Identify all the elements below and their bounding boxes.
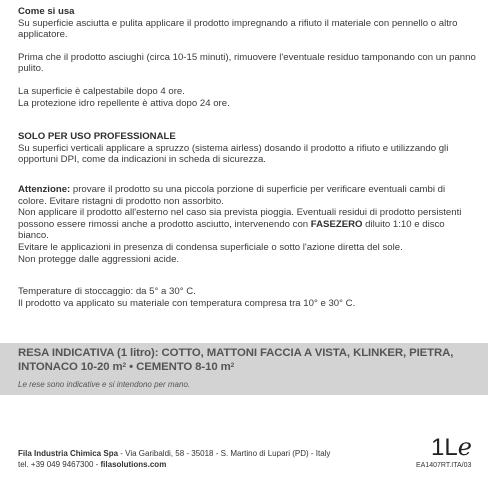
company-name: Fila Industria Chimica Spa xyxy=(18,449,119,458)
usage-paragraph-2: Prima che il prodotto asciughi (circa 10-15 minuti), rimuovere l'eventuale residuo tamponando con un panno pulito. xyxy=(18,51,476,75)
usage-heading: Come si usa xyxy=(18,6,75,17)
professional-section xyxy=(18,131,476,166)
manufacturer-address-line xyxy=(18,448,330,459)
yield-unit-sup-1: 2 xyxy=(122,362,127,369)
warning-label: Attenzione: xyxy=(18,184,71,195)
professional-heading: SOLO PER USO PROFESSIONALE xyxy=(18,131,176,142)
company-website: filasolutions.com xyxy=(100,460,167,469)
storage-section xyxy=(18,286,476,309)
yield-text xyxy=(18,346,476,374)
yield-cement: • CEMENTO 8-10 m xyxy=(126,361,231,373)
warning-section xyxy=(18,184,476,265)
storage-line-2: Il prodotto va applicato su materiale con temperatura compresa tra 10° e 30° C. xyxy=(18,297,356,309)
warning-line-1: provare il prodotto su una piccola porzione di superficie per verificare eventuali cambi di colore. Evitare ristagni di prodotto non assorbito. xyxy=(18,184,446,207)
company-address: - Via Garibaldi, 58 - 35018 - S. Martino di Lupari (PD) - Italy xyxy=(118,449,331,458)
manufacturer-contact-line xyxy=(18,459,330,470)
manufacturer-footer xyxy=(18,448,330,470)
volume-mark: 1Lℯ xyxy=(431,434,472,461)
yield-note: Le rese sono indicative e si intendono per mano. xyxy=(18,380,191,389)
company-phone: tel. +39 049 9467300 - xyxy=(18,460,101,469)
usage-section xyxy=(18,6,476,109)
warning-paragraph-1 xyxy=(18,184,476,207)
usage-water-repellent-note: La protezione idro repellente è attiva dopo 24 ore. xyxy=(18,97,230,109)
warning-paragraph-2 xyxy=(18,207,476,242)
product-name-fasezero: FASEZERO xyxy=(310,218,363,230)
warning-line-2-end: diluito 1:10 e disco bianco. xyxy=(18,218,445,242)
warning-line-4: Non protegge dalle aggressioni acide. xyxy=(18,253,180,265)
product-code: EA1407RT.ITA/03 xyxy=(416,462,472,469)
storage-line-1: Temperature di stoccaggio: da 5° a 30° C. xyxy=(18,286,196,297)
usage-paragraph-1: Su superficie asciutta e pulita applicare il prodotto impregnando a rifiuto il materiale con pennello o altro applicatore. xyxy=(18,17,458,41)
warning-line-2-start: Non applicare il prodotto all'esterno nel caso sia prevista pioggia. Eventuali residui di prodotto persistenti possono essere rimossi anche a prodotto asciutto, intervenendo con xyxy=(18,207,462,230)
warning-line-3: Evitare le applicazioni in presenza di condensa superficiale o sotto l'azione diretta del sole. xyxy=(18,241,403,253)
usage-walkable-note: La superficie è calpestabile dopo 4 ore. xyxy=(18,85,185,97)
yield-main: RESA INDICATIVA (1 litro): COTTO, MATTONI FACCIA A VISTA, KLINKER, PIETRA, INTONACO 10-20 m xyxy=(18,347,454,373)
professional-text: Su superfici verticali applicare a spruzzo (sistema airless) dosando il prodotto a rifiuto e utilizzando gli opportuni DPI, come da indicazioni in scheda di sicurezza. xyxy=(18,142,449,166)
yield-unit-sup-2: 2 xyxy=(230,362,235,369)
